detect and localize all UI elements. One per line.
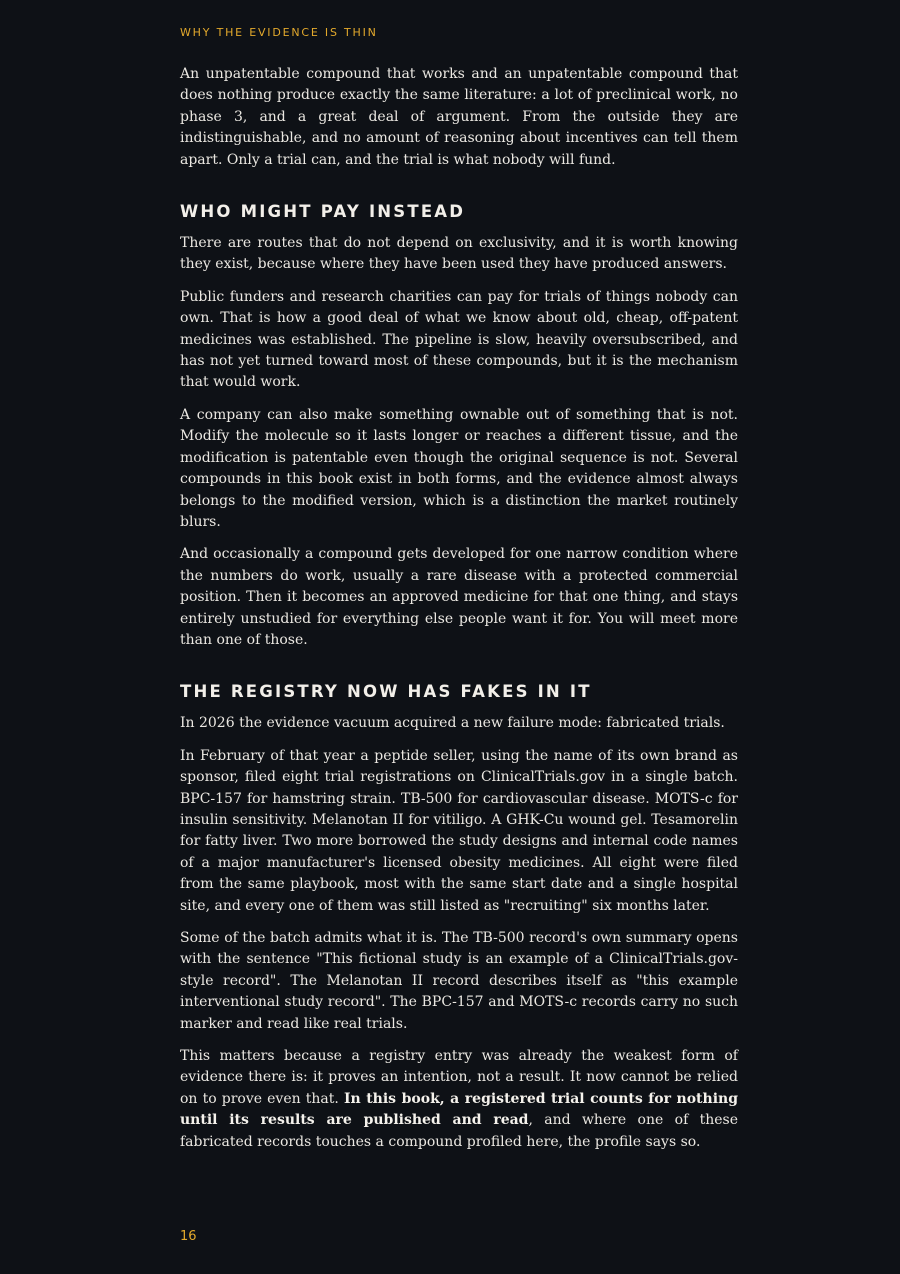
section-heading-who-might-pay: WHO MIGHT PAY INSTEAD (180, 202, 466, 222)
paragraph: In 2026 the evidence vacuum acquired a new failure mode: fabricated trials. (180, 715, 725, 732)
paragraph: In February of that year a peptide seller, using the name of its own brand as sponsor, filed eight trial registrations on ClinicalTrials.gov in a single batch. BPC-157 for hamstring strain. TB-500 for cardiovascular disease. MOTS-c for insulin sensitivity. Melanotan II for vitiligo. A GHK-Cu wound gel. Tesamorelin for fatty liver. Two more borrowed the study designs and internal code names of a major manufacturer's licensed obesity medicines. All eight were filed from the same playbook, most with the same start date and a single hospital site, and every one of them was still listed as "recruiting" six months later. (180, 747, 738, 914)
paragraph-text: , and where one of these fabricated records touches a compound profiled here, the profile says so. (180, 1112, 738, 1150)
page-body (180, 64, 738, 1164)
page-number: 16 (180, 1229, 197, 1244)
emphasis-text: In this book, a registered trial counts for nothing until its results are published and read (180, 1090, 738, 1129)
intro-paragraph: An unpatentable compound that works and an unpatentable compound that does nothing produce exactly the same literature: a lot of preclinical work, no phase 3, and a great deal of argument. From the outside they are indistinguishable, and no amount of reasoning about incentives can tell them apart. Only a trial can, and the trial is what nobody will fund. (180, 66, 738, 168)
paragraph: There are routes that do not depend on exclusivity, and it is worth knowing they exist, because where they have been used they have produced answers. (180, 235, 738, 273)
section-heading-registry-fakes: THE REGISTRY NOW HAS FAKES IN IT (180, 682, 592, 702)
paragraph: And occasionally a compound gets developed for one narrow condition where the numbers do work, usually a rare disease with a protected commercial position. Then it becomes an approved medicine for that one thing, and stays entirely unstudied for everything else people want it for. You will meet more than one of those. (180, 546, 738, 648)
paragraph: Some of the batch admits what it is. The TB-500 record's own summary opens with the sentence "This fictional study is an example of a ClinicalTrials.gov-style record". The Melanotan II record describes itself as "this example interventional study record". The BPC-157 and MOTS-c records carry no such marker and read like real trials. (180, 930, 738, 1032)
paragraph-text: This matters because a registry entry was already the weakest form of evidence there is: it proves an intention, not a result. It now cannot be relied on to prove even that. (180, 1048, 738, 1107)
closing-paragraph (180, 1046, 738, 1153)
paragraph: A company can also make something ownable out of something that is not. Modify the molecule so it lasts longer or reaches a different tissue, and the modification is patentable even though the original sequence is not. Several compounds in this book exist in both forms, and the evidence almost always belongs to the modified version, which is a distinction the market routinely blurs. (180, 406, 738, 530)
running-head: WHY THE EVIDENCE IS THIN (180, 26, 378, 39)
paragraph: Public funders and research charities can pay for trials of things nobody can own. That is how a good deal of what we know about old, cheap, off-patent medicines was established. The pipeline is slow, heavily oversubscribed, and has not yet turned toward most of these compounds, but it is the mechanism that would work. (180, 288, 738, 391)
